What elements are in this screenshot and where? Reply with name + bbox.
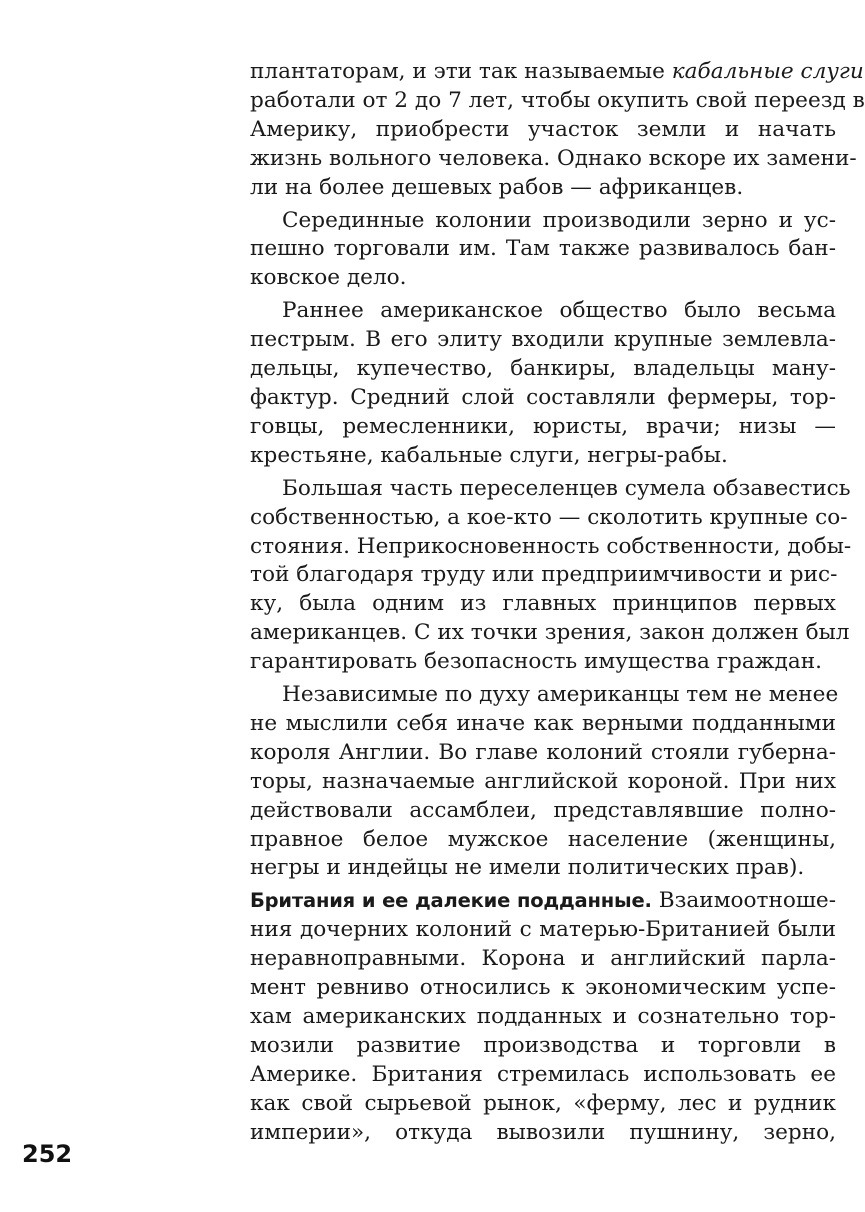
text-line: не мыслили себя иначе как верными подданными [250, 710, 836, 736]
text-line: плантаторам, и эти так называемые кабальные слуги [250, 59, 864, 84]
text-line: Америке. Британия стремилась использовать ее [250, 1061, 836, 1087]
text-line: короля Англии. Во главе колоний стояли губерна- [250, 739, 836, 765]
text-line: жизнь вольного человека. Однако вскоре их замени- [250, 145, 857, 171]
text-line: Британия и ее далекие подданные. Взаимоотноше- [250, 888, 836, 914]
text-line: ковское дело. [250, 265, 407, 291]
text-line: пестрым. В его элиту входили крупные землевла- [250, 327, 836, 353]
text-line: стояния. Неприкосновенность собственности, добы- [250, 533, 852, 559]
text-line: собственностью, а кое-кто — сколотить крупные со- [250, 504, 848, 530]
text-line: хам американских подданных и сознательно тор- [250, 1004, 836, 1029]
paragraph [250, 887, 836, 1147]
paragraph [250, 58, 865, 203]
text-line: той благодаря труду или предприимчивости и рис- [250, 562, 838, 588]
section-heading: Британия и ее далекие подданные. [250, 889, 652, 913]
italic-term: кабальные слуги [671, 59, 864, 84]
text-line: работали от 2 до 7 лет, чтобы окупить свой переезд в [250, 87, 865, 113]
text-line: дельцы, купечество, банкиры, владельцы ману- [250, 356, 836, 382]
text-line: мозили развитие производства и торговли в [250, 1032, 836, 1058]
text-line: пешно торговали им. Там также развивалось бан- [250, 236, 836, 262]
text-line: крестьяне, кабальные слуги, негры-рабы. [250, 442, 728, 468]
text-line: ку, была одним из главных принципов первых [250, 591, 836, 617]
text-line: Раннее американское общество было весьма [282, 298, 836, 324]
text-line: ния дочерних колоний с матерью-Британией были [250, 917, 836, 943]
text-line: мент ревниво относились к экономическим успе- [250, 975, 836, 1001]
text-line: фактур. Средний слой составляли фермеры, тор- [250, 384, 836, 410]
text-line: Большая часть переселенцев сумела обзавестись [282, 475, 851, 501]
body-text [250, 58, 865, 1152]
text-line: Серединные колонии производили зерно и ус- [282, 207, 836, 233]
text-line: как свой сырьевой рынок, «ферму, лес и рудник [250, 1090, 836, 1116]
text-line: торы, назначаемые английской короной. При них [250, 768, 836, 794]
text-line: неравноправными. Корона и английский парла- [250, 946, 836, 972]
page-number: 252 [22, 1140, 73, 1168]
paragraph [250, 681, 839, 883]
text-line: Америку, приобрести участок земли и начать [250, 116, 836, 142]
text-line: правное белое мужское население (женщины, [250, 826, 836, 852]
text-line: Независимые по духу американцы тем не менее [282, 682, 839, 708]
paragraph [250, 475, 852, 677]
text-line: гарантировать безопасность имущества граждан. [250, 649, 822, 675]
paragraph [250, 297, 836, 470]
paragraph [250, 207, 836, 294]
text-line: американцев. С их точки зрения, закон должен был [250, 620, 850, 646]
text-line: действовали ассамблеи, представлявшие полно- [250, 797, 836, 823]
text-line: империи», откуда вывозили пушнину, зерно, [250, 1119, 836, 1145]
text-line: негры и индейцы не имели политических прав). [250, 855, 805, 881]
text-line: ли на более дешевых рабов — африканцев. [250, 174, 744, 200]
text-line: говцы, ремесленники, юристы, врачи; низы — [250, 413, 836, 439]
